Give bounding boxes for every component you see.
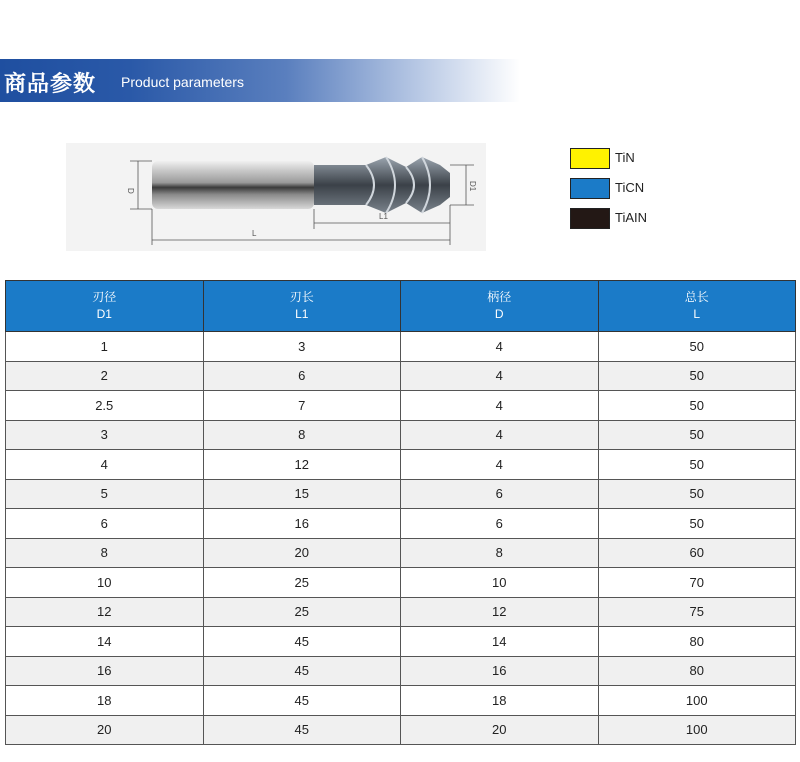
parameters-table <box>5 280 796 745</box>
header-code: L1 <box>295 307 309 321</box>
table-cell: 2.5 <box>6 391 204 421</box>
table-row <box>6 391 796 421</box>
table-cell: 70 <box>598 568 796 598</box>
table-cell: 50 <box>598 479 796 509</box>
table-row <box>6 686 796 716</box>
header-code: L <box>693 307 701 321</box>
dim-label-l1: L1 <box>379 212 388 221</box>
shank-body <box>152 161 314 209</box>
header-cn: 总长 <box>684 290 709 304</box>
table-cell: 80 <box>598 656 796 686</box>
table-row <box>6 332 796 362</box>
table-row <box>6 450 796 480</box>
dim-label-d1: D1 <box>468 181 477 192</box>
table-row <box>6 597 796 627</box>
table-cell: 1 <box>6 332 204 362</box>
legend-swatch <box>570 148 610 169</box>
table-cell: 3 <box>6 420 204 450</box>
header-code: D <box>494 307 504 321</box>
table-cell: 75 <box>598 597 796 627</box>
table-cell: 45 <box>203 715 401 745</box>
table-row <box>6 568 796 598</box>
table-cell: 50 <box>598 332 796 362</box>
table-row <box>6 538 796 568</box>
table-cell: 6 <box>401 509 599 539</box>
table-cell: 15 <box>203 479 401 509</box>
table-cell: 16 <box>203 509 401 539</box>
header-code: D1 <box>96 307 112 321</box>
table-cell: 4 <box>401 420 599 450</box>
table-cell: 60 <box>598 538 796 568</box>
table-cell: 50 <box>598 361 796 391</box>
table-cell: 100 <box>598 686 796 716</box>
table-cell: 4 <box>401 332 599 362</box>
table-cell: 18 <box>401 686 599 716</box>
table-cell: 14 <box>6 627 204 657</box>
table-cell: 12 <box>6 597 204 627</box>
table-cell: 25 <box>203 597 401 627</box>
end-mill-diagram <box>66 143 486 251</box>
table-row <box>6 420 796 450</box>
header-cell-l <box>598 281 796 332</box>
table-cell: 100 <box>598 715 796 745</box>
table-cell: 16 <box>6 656 204 686</box>
table-body <box>6 332 796 745</box>
table-cell: 10 <box>6 568 204 598</box>
table-cell: 20 <box>6 715 204 745</box>
table-cell: 3 <box>203 332 401 362</box>
table-row <box>6 479 796 509</box>
table-cell: 50 <box>598 420 796 450</box>
header-cell-l1 <box>203 281 401 332</box>
table-cell: 4 <box>401 450 599 480</box>
table-cell: 45 <box>203 686 401 716</box>
legend-swatch <box>570 208 610 229</box>
table-row <box>6 509 796 539</box>
table-row <box>6 627 796 657</box>
section-header-banner <box>0 59 520 102</box>
table-cell: 45 <box>203 627 401 657</box>
header-cn: 刃径 <box>92 290 117 304</box>
table-row <box>6 361 796 391</box>
table-cell: 80 <box>598 627 796 657</box>
table-cell: 4 <box>401 361 599 391</box>
table-cell: 8 <box>6 538 204 568</box>
table-cell: 4 <box>6 450 204 480</box>
dim-label-d: D <box>126 188 135 194</box>
table-cell: 2 <box>6 361 204 391</box>
table-cell: 12 <box>401 597 599 627</box>
table-cell: 6 <box>6 509 204 539</box>
table-cell: 16 <box>401 656 599 686</box>
table-row <box>6 656 796 686</box>
table-cell: 12 <box>203 450 401 480</box>
dim-label-l: L <box>252 229 257 238</box>
header-cn: 柄径 <box>487 290 512 304</box>
header-cell-d1 <box>6 281 204 332</box>
legend-label: TiAIN <box>615 210 648 225</box>
table-cell: 6 <box>401 479 599 509</box>
table-cell: 6 <box>203 361 401 391</box>
table-cell: 8 <box>401 538 599 568</box>
table-header-row <box>6 281 796 332</box>
header-cn: 刃长 <box>289 290 314 304</box>
table-row <box>6 715 796 745</box>
table-cell: 50 <box>598 450 796 480</box>
table-cell: 14 <box>401 627 599 657</box>
table-cell: 4 <box>401 391 599 421</box>
table-cell: 20 <box>401 715 599 745</box>
table-cell: 20 <box>203 538 401 568</box>
table-cell: 7 <box>203 391 401 421</box>
table-cell: 8 <box>203 420 401 450</box>
legend-swatch <box>570 178 610 199</box>
table-cell: 50 <box>598 391 796 421</box>
section-title-en: Product parameters <box>121 74 244 90</box>
header-cell-d <box>401 281 599 332</box>
table-cell: 5 <box>6 479 204 509</box>
legend-label: TiCN <box>615 180 645 195</box>
table-cell: 18 <box>6 686 204 716</box>
table-cell: 45 <box>203 656 401 686</box>
table-cell: 50 <box>598 509 796 539</box>
table-cell: 25 <box>203 568 401 598</box>
legend-label: TiN <box>615 150 635 165</box>
table-cell: 10 <box>401 568 599 598</box>
end-mill-drawing <box>66 143 486 251</box>
section-title-cn: 商品参数 <box>4 71 97 96</box>
